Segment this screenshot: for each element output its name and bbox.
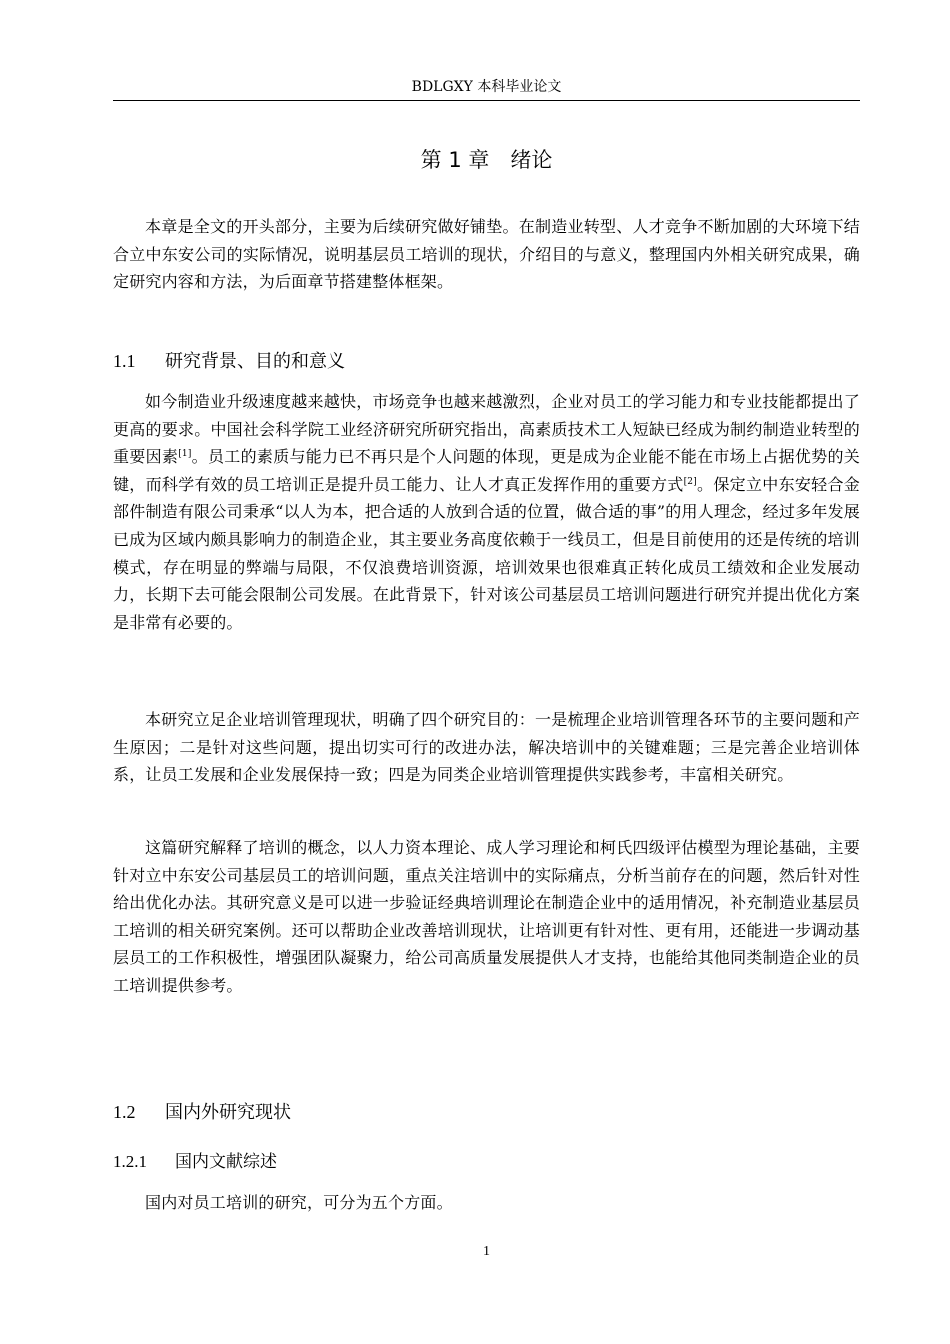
section-1-1-paragraph-2: 本研究立足企业培训管理现状，明确了四个研究目的：一是梳理企业培训管理各环节的主要问题和产生原因；二是针对这些问题，提出切实可行的改进办法，解决培训中的关键难题；三是完善企业培训体系，让员工发展和企业发展保持一致；四是为同类企业培训管理提供实践参考，丰富相关研究。 [113, 710, 860, 785]
paragraph-text: 。保定立中东安轻合金部件制造有限公司秉承“以人为本，把合适的人放到合适的位置，做合适的事”的用人理念，经过多年发展已成为区域内颇具影响力的制造企业，其主要业务高度依赖于一线员工，但是目前使用的还是传统的培训模式，存在明显的弊端与局限，不仅浪费培训资源，培训效果也很难真正转化成员工绩效和企业发展动力，长期下去可能会限制公司发展。在此背景下，针对该公司基层员工培训问题进行研究并提出优化方案是非常有必要的。 [113, 474, 860, 632]
header-rule [113, 100, 860, 101]
section-number: 1.2 [113, 1102, 136, 1122]
paragraph-text: 。员工的素质与能力已不再只是个人问题的体现，更是成为企业能不能在市场上占据优势的关键，而科学有效的员工培训正是提升员工能力、让人才真正发挥作用的重要方式 [113, 447, 860, 494]
section-1-1-paragraph-1 [113, 388, 860, 636]
section-number: 1.1 [113, 351, 136, 371]
paragraph-text: 如今制造业升级速度越来越快，市场竞争也越来越激烈，企业对员工的学习能力和专业技能都提出了更高的要求。中国社会科学院工业经济研究所研究指出，高素质技术工人短缺已经成为制约制造业转型的重要因素 [113, 392, 860, 467]
subsection-heading-1-2-1 [113, 1150, 277, 1174]
section-heading-1-1 [113, 348, 345, 375]
section-heading-1-2 [113, 1099, 291, 1126]
section-title: 研究背景、目的和意义 [165, 351, 345, 372]
section-1-1-paragraph-3: 这篇研究解释了培训的概念，以人力资本理论、成人学习理论和柯氏四级评估模型为理论基础，主要针对立中东安公司基层员工的培训问题，重点关注培训中的实际痛点，分析当前存在的问题，然后针对性给出优化办法。其研究意义是可以进一步验证经典培训理论在制造企业中的适用情况，补充制造业基层员工培训的相关研究案例。还可以帮助企业改善培训现状，让培训更有针对性、更有用，还能进一步调动基层员工的工作积极性，增强团队凝聚力，给公司高质量发展提供人才支持，也能给其他同类制造企业的员工培训提供参考。 [113, 838, 860, 995]
intro-paragraph: 本章是全文的开头部分，主要为后续研究做好铺垫。在制造业转型、人才竞争不断加剧的大环境下结合立中东安公司的实际情况，说明基层员工培训的现状，介绍目的与意义，整理国内外相关研究成果，确定研究内容和方法，为后面章节搭建整体框架。 [113, 217, 860, 292]
section-1-2-1-paragraph-1: 国内对员工培训的研究，可分为五个方面。 [145, 1193, 453, 1212]
subsection-number: 1.2.1 [113, 1152, 147, 1171]
subsection-title: 国内文献综述 [175, 1152, 277, 1172]
citation-ref-1: [1] [178, 449, 192, 460]
section-title: 国内外研究现状 [165, 1102, 291, 1123]
citation-ref-2: [2] [683, 476, 697, 487]
chapter-title: 第 1 章 绪论 [420, 148, 553, 172]
running-header: BDLGXY 本科毕业论文 [411, 79, 562, 95]
page-number: 1 [483, 1244, 490, 1259]
